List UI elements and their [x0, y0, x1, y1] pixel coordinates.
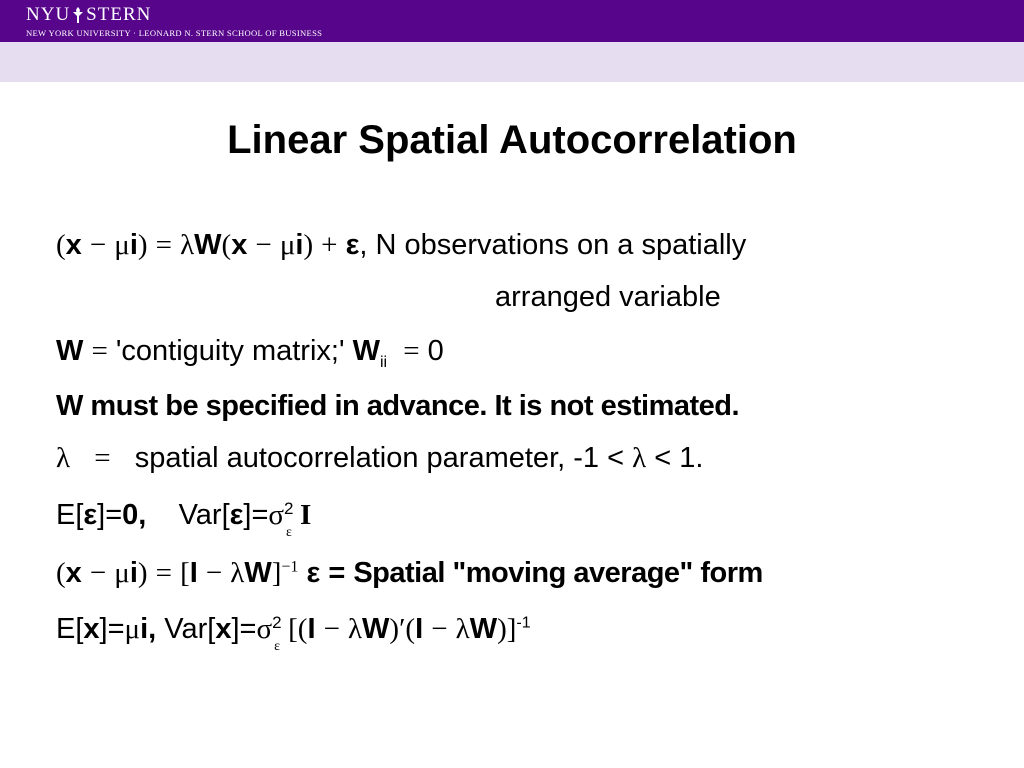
equation-model-continuation: arranged variable [495, 281, 721, 313]
logo-subtitle: NEW YORK UNIVERSITY · LEONARD N. STERN SCHOOL OF BUSINESS [26, 28, 323, 38]
w-definition-text: 'contiguity matrix;' [115, 335, 345, 367]
equation-model-text: , N observations on a spatially [359, 229, 747, 261]
lambda-definition-text: spatial autocorrelation parameter, -1 < [134, 442, 625, 474]
header-bar [0, 0, 1024, 42]
torch-icon [71, 6, 85, 24]
moving-average-label: Spatial "moving average" form [353, 557, 763, 589]
error-moments: E[ε]=0, Var[ε]=σ 2 ε I [56, 499, 312, 540]
header-band [0, 42, 1024, 82]
moving-average-form: $(x - \mu i) = [I - \lambda W]^{-1}$ ε = Spatial "moving average" form [56, 557, 763, 589]
lambda-definition: λ = spatial autocorrelation parameter, -1 < λ < 1. [56, 442, 704, 474]
nyu-stern-logo [26, 5, 322, 38]
slide-title: Linear Spatial Autocorrelation [227, 118, 797, 162]
w-note: W must be specified in advance. It is not estimated. [56, 390, 740, 422]
x-moments: E[x]=μi, Var[x]=σ 2 ε $[(I - \lambda W)'(I - \lambda W)]^{-1}$ [56, 613, 531, 654]
equation-model: (x − μi) = λW(x − μi) + ε, N observations on a spatially [56, 229, 747, 261]
logo-stern: STERN [86, 4, 152, 25]
w-definition: W = 'contiguity matrix;' $W_{ii} = 0$ [56, 335, 444, 371]
lambda-definition-end: < 1. [654, 442, 704, 474]
logo-nyu: NYU [26, 4, 71, 25]
